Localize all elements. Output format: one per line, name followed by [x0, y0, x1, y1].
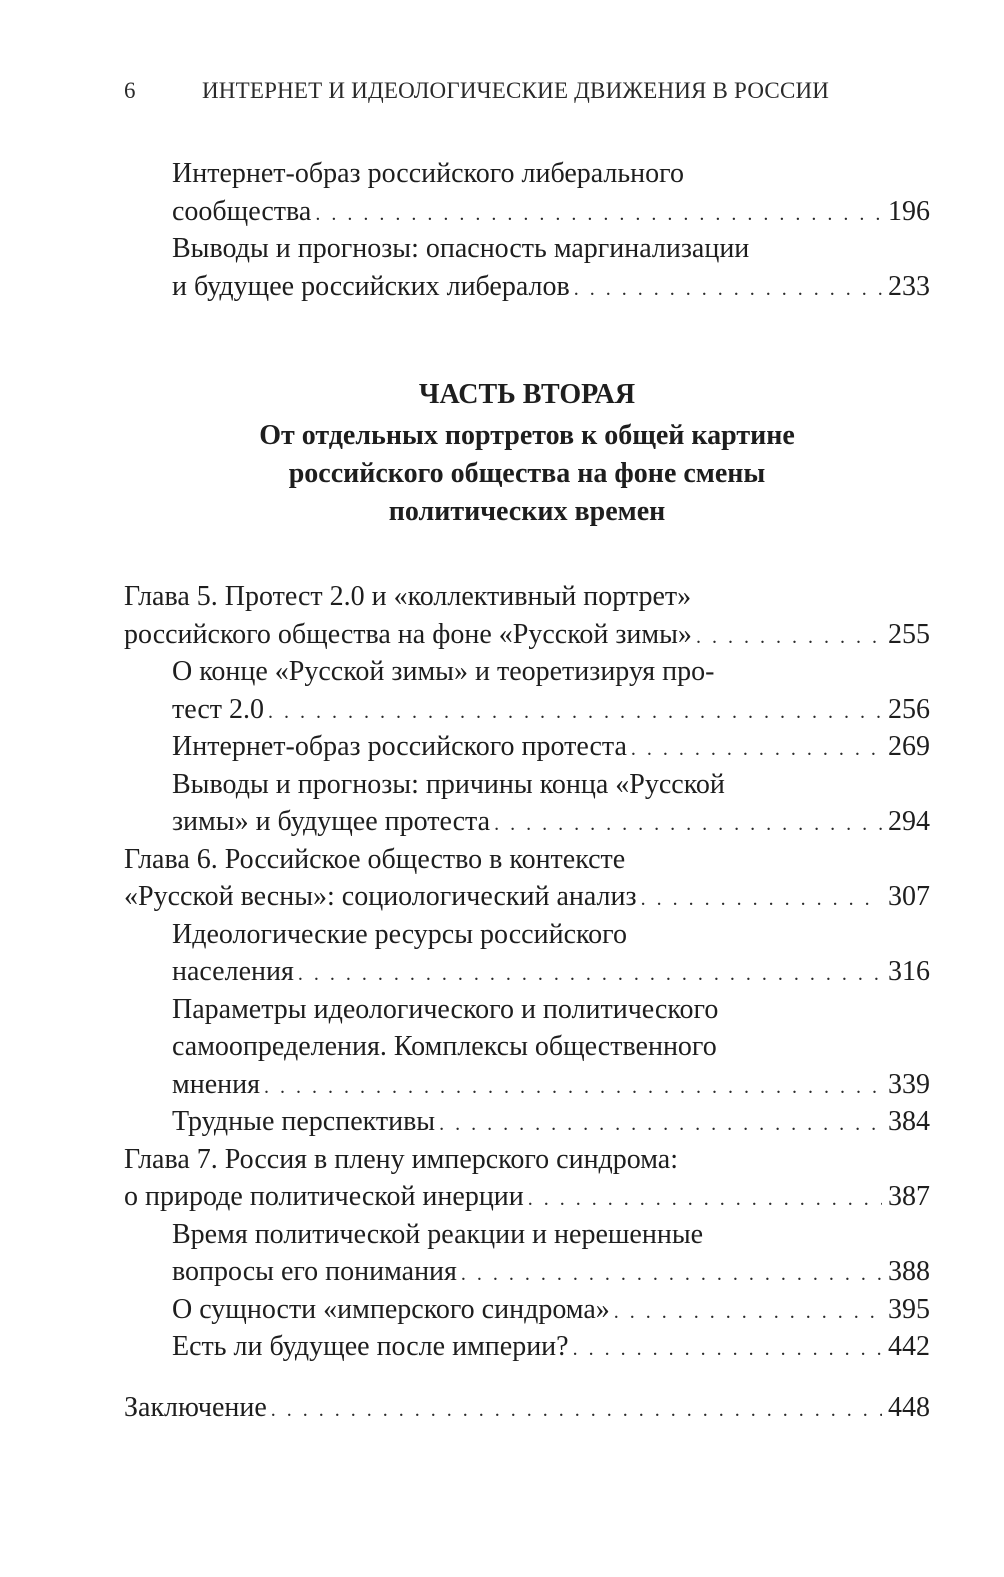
section-title: О конце «Русской зимы» и теоретизируя про-	[172, 656, 715, 687]
section-title: тест 2.0	[172, 693, 265, 725]
part-title-line: российского общества на фоне смены	[288, 458, 766, 489]
section-title: зимы» и будущее протеста	[172, 806, 491, 837]
part-title-line: От отдельных портретов к общей картине	[259, 420, 795, 451]
section-line	[172, 654, 714, 690]
leader-dots	[528, 1181, 882, 1217]
leader-dots	[631, 731, 882, 767]
section-title: Параметры идеологического и политического	[172, 993, 719, 1025]
conclusion-page-number: 448	[888, 1392, 930, 1423]
section-page-number: 269	[888, 731, 930, 762]
section-title: Идеологические ресурсы российского	[172, 918, 627, 950]
leader-dots	[494, 806, 882, 842]
leader-dots	[574, 271, 882, 307]
section-page-number: 339	[888, 1068, 930, 1100]
section-line	[172, 917, 627, 953]
section-title: сообщества	[172, 195, 312, 227]
leader-dots	[573, 1331, 882, 1367]
chapter-title: «Русской весны»: социологический анализ	[124, 881, 637, 912]
section-line	[172, 1104, 930, 1140]
section-title: Время политической реакции и нерешенные	[172, 1218, 704, 1250]
section-line	[172, 992, 718, 1028]
section-page-number: 233	[888, 270, 930, 302]
page-number: 6	[124, 78, 136, 103]
chapter-page-number: 255	[888, 618, 930, 650]
section-line	[172, 1329, 930, 1365]
section-line	[172, 231, 749, 267]
section-title: вопросы его понимания	[172, 1256, 457, 1287]
chapter-line	[124, 1142, 678, 1178]
section-line	[172, 729, 930, 765]
section-page-number: 395	[888, 1293, 930, 1325]
section-title: Выводы и прогнозы: опасность маргинализации	[172, 233, 750, 264]
section-line	[172, 1292, 930, 1328]
part-title-line: политических времен	[388, 496, 666, 527]
section-title: Интернет-образ российского протеста	[172, 731, 627, 762]
chapter-line	[124, 879, 930, 915]
leader-dots	[641, 881, 882, 917]
section-title: Выводы и прогнозы: причины конца «Русской	[172, 768, 725, 800]
chapter-page-number: 307	[888, 881, 930, 912]
section-line	[172, 194, 930, 230]
section-line	[172, 692, 930, 728]
section-title: Трудные перспективы	[172, 1106, 436, 1137]
section-page-number: 384	[888, 1106, 930, 1137]
section-page-number: 294	[888, 806, 930, 837]
leader-dots	[696, 619, 882, 655]
section-line	[172, 269, 930, 305]
section-page-number: 316	[888, 956, 930, 987]
section-title: Интернет-образ российского либерального	[172, 158, 684, 189]
part-label: ЧАСТЬ ВТОРАЯ	[418, 379, 636, 410]
leader-dots	[271, 1392, 882, 1428]
chapter-title: Глава 5. Протест 2.0 и «коллективный портрет»	[124, 581, 692, 612]
section-page-number: 442	[888, 1331, 930, 1362]
section-title: Есть ли будущее после империи?	[172, 1331, 569, 1362]
chapter-line	[124, 842, 625, 878]
section-page-number: 196	[888, 195, 930, 227]
leader-dots	[264, 1069, 882, 1105]
section-title: О сущности «имперского синдрома»	[172, 1293, 610, 1325]
section-line	[172, 1217, 703, 1253]
running-title: ИНТЕРНЕТ И ИДЕОЛОГИЧЕСКИЕ ДВИЖЕНИЯ В РОССИИ	[202, 78, 830, 103]
leader-dots	[614, 1294, 882, 1330]
chapter-line	[124, 1179, 930, 1215]
chapter-title: Глава 6. Российское общество в контексте	[124, 843, 626, 875]
section-title: населения	[172, 956, 294, 987]
section-line	[172, 954, 930, 990]
leader-dots	[268, 694, 882, 730]
section-page-number: 388	[888, 1256, 930, 1287]
leader-dots	[298, 956, 882, 992]
chapter-page-number: 387	[888, 1181, 930, 1212]
section-line	[172, 1067, 930, 1103]
section-title: и будущее российских либералов	[172, 270, 570, 302]
section-title: мнения	[172, 1068, 260, 1100]
chapter-line	[124, 579, 691, 615]
leader-dots	[461, 1256, 882, 1292]
conclusion-line	[124, 1390, 930, 1426]
section-page-number: 256	[888, 693, 930, 725]
section-line	[172, 767, 725, 803]
section-line	[172, 156, 684, 192]
section-title: самоопределения. Комплексы общественного	[172, 1031, 717, 1062]
section-line	[172, 1254, 930, 1290]
conclusion-title: Заключение	[124, 1392, 267, 1423]
leader-dots	[315, 196, 882, 232]
section-line	[172, 804, 930, 840]
chapter-title: российского общества на фоне «Русской зимы»	[124, 618, 692, 650]
section-line	[172, 1029, 717, 1065]
chapter-title: Глава 7. Россия в плену имперского синдрома:	[124, 1143, 678, 1175]
chapter-title: о природе политической инерции	[124, 1181, 524, 1212]
leader-dots	[439, 1106, 882, 1142]
chapter-line	[124, 617, 930, 653]
